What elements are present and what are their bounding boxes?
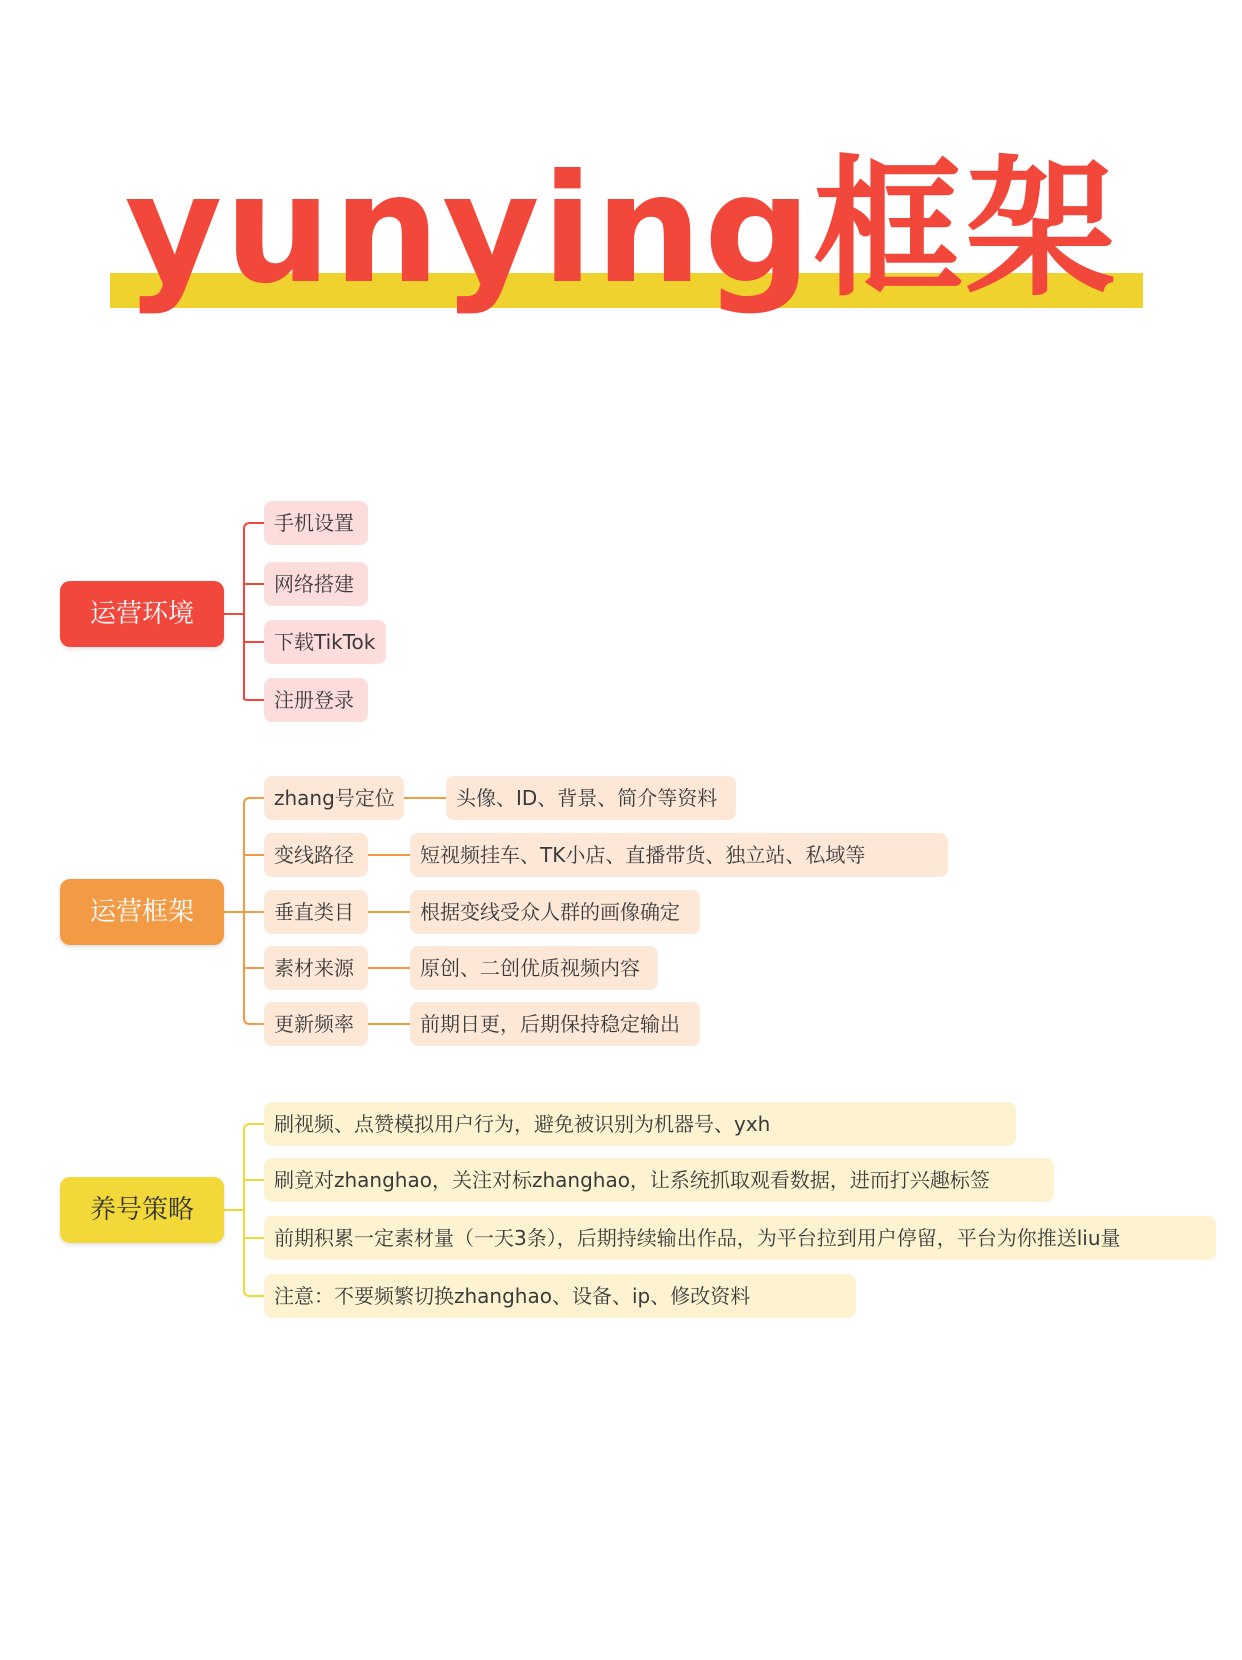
child-node: 素材来源 <box>264 946 368 990</box>
detail-node: 原创、二创优质视频内容 <box>410 946 658 990</box>
page-title: yunying框架 <box>124 143 1118 317</box>
child-node: 垂直类目 <box>264 890 368 934</box>
child-node: 手机设置 <box>264 501 368 545</box>
root-node-operations-environment: 运营环境 <box>60 581 224 647</box>
detail-node: 前期日更，后期保持稳定输出 <box>410 1002 700 1046</box>
connector-group-1 <box>224 523 264 700</box>
connector-group-3 <box>224 1124 264 1296</box>
root-node-operations-framework: 运营框架 <box>60 879 224 945</box>
child-node: 变线路径 <box>264 833 368 877</box>
root-node-account-strategy: 养号策略 <box>60 1177 224 1243</box>
child-node: 刷竟对zhanghao，关注对标zhanghao，让系统抓取观看数据，进而打兴趣标签 <box>264 1158 1054 1202</box>
child-node: 更新频率 <box>264 1002 368 1046</box>
child-node: zhang号定位 <box>264 776 404 820</box>
child-node: 网络搭建 <box>264 562 368 606</box>
child-node: 刷视频、点赞模拟用户行为，避免被识别为机器号、yxh <box>264 1102 1016 1146</box>
detail-node: 头像、ID、背景、简介等资料 <box>446 776 736 820</box>
child-node: 前期积累一定素材量（一天3条），后期持续输出作品，为平台拉到用户停留，平台为你推送liu量 <box>264 1216 1216 1260</box>
detail-node: 短视频挂车、TK小店、直播带货、独立站、私域等 <box>410 833 948 877</box>
detail-node: 根据变线受众人群的画像确定 <box>410 890 700 934</box>
child-node: 注册登录 <box>264 678 368 722</box>
child-node: 注意：不要频繁切换zhanghao、设备、ip、修改资料 <box>264 1274 856 1318</box>
child-node: 下载TikTok <box>264 620 386 664</box>
